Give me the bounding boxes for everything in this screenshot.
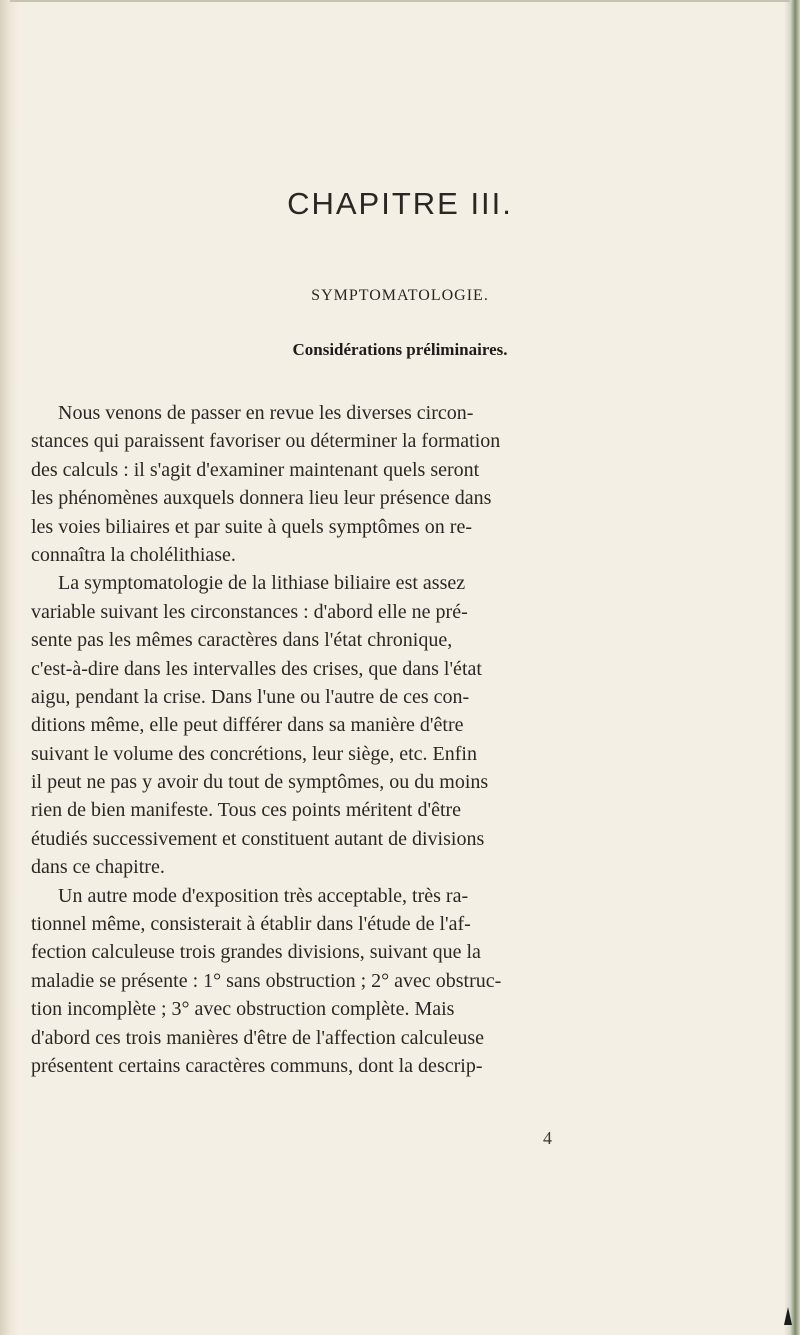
paragraph-line: les phénomènes auxquels donnera lieu leur présence dans <box>31 487 492 510</box>
paragraph-line: La symptomatologie de la lithiase biliaire est assez <box>58 572 466 595</box>
chapter-title: CHAPITRE III. <box>287 186 513 221</box>
body-text <box>31 399 665 1080</box>
paragraph-line: suivant le volume des concrétions, leur siège, etc. Enfin <box>31 742 477 765</box>
paragraph-line: variable suivant les circonstances : d'abord elle ne pré- <box>31 600 468 623</box>
paragraph-line: il peut ne pas y avoir du tout de symptômes, ou du moins <box>31 771 489 794</box>
paragraph-line: stances qui paraissent favoriser ou déterminer la formation <box>31 430 501 453</box>
paragraph-line: étudiés successivement et constituent autant de divisions <box>31 827 485 850</box>
section-title: SYMPTOMATOLOGIE. <box>311 287 489 304</box>
paragraph-line: d'abord ces trois manières d'être de l'affection calculeuse <box>31 1026 485 1049</box>
paragraph-line: tion incomplète ; 3° avec obstruction complète. Mais <box>31 998 455 1021</box>
paragraph-line: dans ce chapitre. <box>31 856 165 879</box>
subsection-title: Considérations préliminaires. <box>292 340 508 359</box>
paragraph-line: connaîtra la cholélithiase. <box>31 543 236 566</box>
paragraph-line: Nous venons de passer en revue les diverses circon- <box>58 402 474 424</box>
paragraph-line: c'est-à-dire dans les intervalles des crises, que dans l'état <box>31 657 482 680</box>
paragraph-line: sente pas les mêmes caractères dans l'état chronique, <box>31 629 453 652</box>
paragraph-line: présentent certains caractères communs, dont la descrip- <box>31 1054 483 1077</box>
paragraph-line: des calculs : il s'agit d'examiner maintenant quels seront <box>31 458 480 481</box>
top-border-line <box>10 0 790 2</box>
paragraph-line: Un autre mode d'exposition très acceptable, très ra- <box>58 884 469 907</box>
page-number: 4 <box>543 1128 552 1148</box>
corner-mark <box>784 1307 792 1325</box>
paragraph-line: aigu, pendant la crise. Dans l'une ou l'autre de ces con- <box>31 685 470 708</box>
paragraph-line: tionnel même, consisterait à établir dans l'étude de l'af- <box>31 913 471 936</box>
paragraph-line: rien de bien manifeste. Tous ces points méritent d'être <box>31 799 462 822</box>
paragraph-line: ditions même, elle peut différer dans sa manière d'être <box>31 714 464 737</box>
paragraph-line: maladie se présente : 1° sans obstruction ; 2° avec obstruc- <box>31 969 502 992</box>
paragraph-line: les voies biliaires et par suite à quels symptômes on re- <box>31 515 473 538</box>
paragraph-line: fection calculeuse trois grandes divisions, suivant que la <box>31 941 481 964</box>
